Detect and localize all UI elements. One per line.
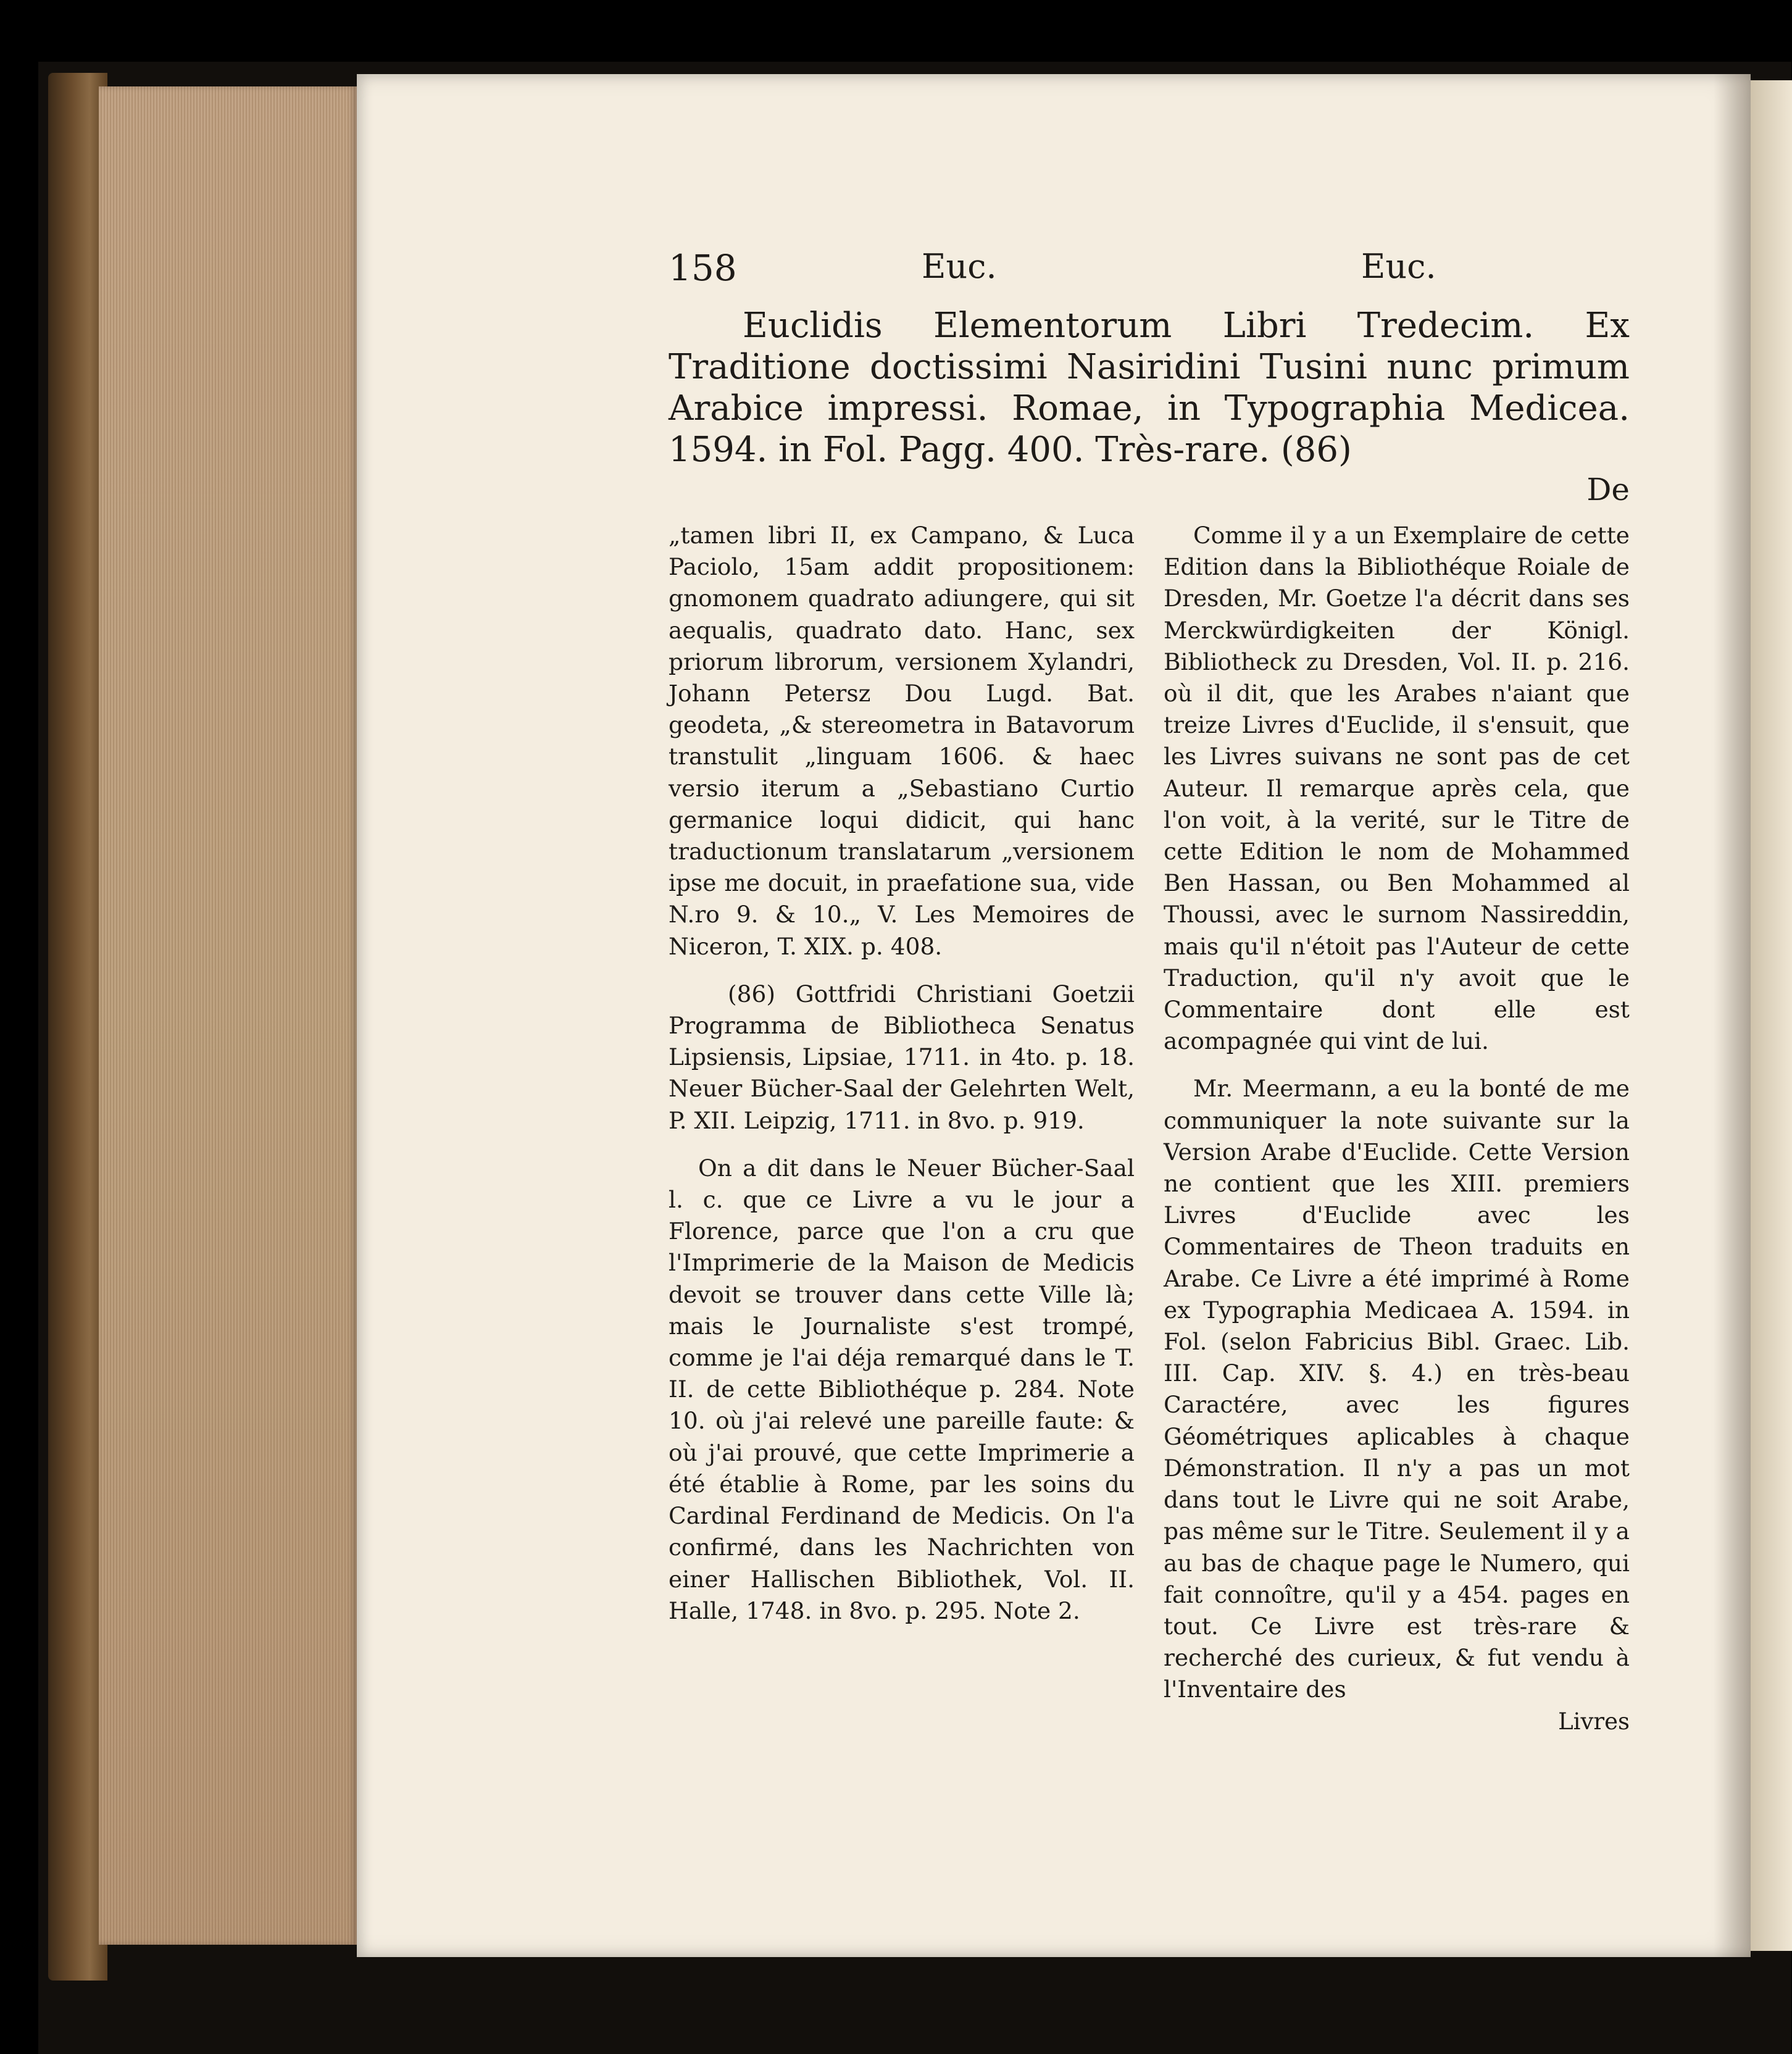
body-paragraph: On a dit dans le Neuer Bücher-Saal l. c. que ce Livre a vu le jour a Florence, parce que l'on a cru que l'Imprimerie de la Maison de Medicis devoit se trouver dans cette Ville là; mais le Journaliste s'est trompé, comme je l'ai déja remarqué dans le T. II. de cette Bibliothéque p. 284. Note 10. où j'ai relevé une pareille faute: & où j'ai prouvé, que cette Imprimerie a été établie à Rome, par les soins du Cardinal Ferdinand de Medicis. On l'a confirmé, dans les Nachrichten von einer Hallischen Bibliothek, Vol. II. Halle, 1748. in 8vo. p. 295. Note 2. [669,1154,1135,1624]
catchword-bottom: Livres [1558,1708,1630,1735]
quote-paragraph: „tamen libri II, ex Campano, & Luca Paciolo, 15am addit propositionem: gnomonem quadrato adiungere, qui sit aequalis, quadrato dato. Hanc, sex priorum librorum, versionem Xylandri, Johann Petersz Dou Lugd. Bat. geodeta, „& stereometra in Batavorum transtulit „linguam 1606. & haec versio iterum a „Sebastiano Curtio germanice loqui didicit, qui hanc traductionum translatarum „versionem ipse me docuit, in praefatione sua, vide N.ro 9. & 10.„ V. Les Memoires de Niceron, T. XIX. p. 408. [669,522,1135,960]
book-title-entry: Euclidis Elementorum Libri Tredecim. Ex Traditione doctissimi Nasiridini Tusini nunc primum Arabice impressi. Romae, in Typographia Medicea. 1594. in Fol. Pagg. 400. Très-rare. (86) [669,306,1630,470]
left-column [669,520,1135,1737]
page-number: 158 [669,247,737,289]
two-column-body [669,520,1630,1737]
footnote-paragraph: (86) Gottfridi Christiani Goetzii Programma de Bibliotheca Senatus Lipsiensis, Lipsiae, 1711. in 4to. p. 18. Neuer Bücher-Saal der Gelehrten Welt, P. XII. Leipzig, 1711. in 8vo. p. 919. [669,980,1135,1134]
page-edges [99,86,357,1945]
gutter-shadow [1714,74,1751,1957]
right-column [1164,520,1630,1737]
header-left-label: Euc. [922,247,997,286]
body-paragraph: Comme il y a un Exemplaire de cette Edition dans la Bibliothéque Roiale de Dresden, Mr. Goetze l'a décrit dans ses Merckwürdigkeiten der Königl. Bibliotheck zu Dresden, Vol. II. p. 216. où il dit, que les Arabes n'aiant que treize Livres d'Euclide, il s'ensuit, que les Livres suivans ne sont pas de cet Auteur. Il remarque après cela, que l'on voit, à la verité, sur le Titre de cette Edition le nom de Mohammed Ben Hassan, ou Ben Mohammed al Thoussi, avec le surnom Nassireddin, mais qu'il n'étoit pas l'Auteur de cette Traduction, qu'il n'y avoit que le Commentaire dont elle est acompagnée qui vint de lui. [1164,522,1630,1055]
facing-page-edge [1751,80,1792,1951]
header-right-label: Euc. [1361,247,1436,286]
running-header [669,247,1630,296]
body-paragraph: Mr. Meermann, a eu la bonté de me communiquer la note suivante sur la Version Arabe d'Euclide. Cette Version ne contient que les XIII. premiers Livres d'Euclide avec les Commentaires de Theon traduits en Arabe. Ce Livre a été imprimé à Rome ex Typographia Medicaea A. 1594. in Fol. (selon Fabricius Bibl. Graec. Lib. III. Cap. XIV. §. 4.) en très-beau Caractére, avec les figures Géométriques aplicables à chaque Démonstration. Il n'y a pas un mot dans tout le Livre qui ne soit Arabe, pas même sur le Titre. Seulement il y a au bas de chaque page le Numero, qui fait connoître, qu'il y a 454. pages en tout. Ce Livre est très-rare & recherché des curieux, & fut vendu à l'Inventaire des [1164,1075,1630,1703]
text-area [669,247,1630,1737]
catchword-top: De [1586,472,1630,507]
